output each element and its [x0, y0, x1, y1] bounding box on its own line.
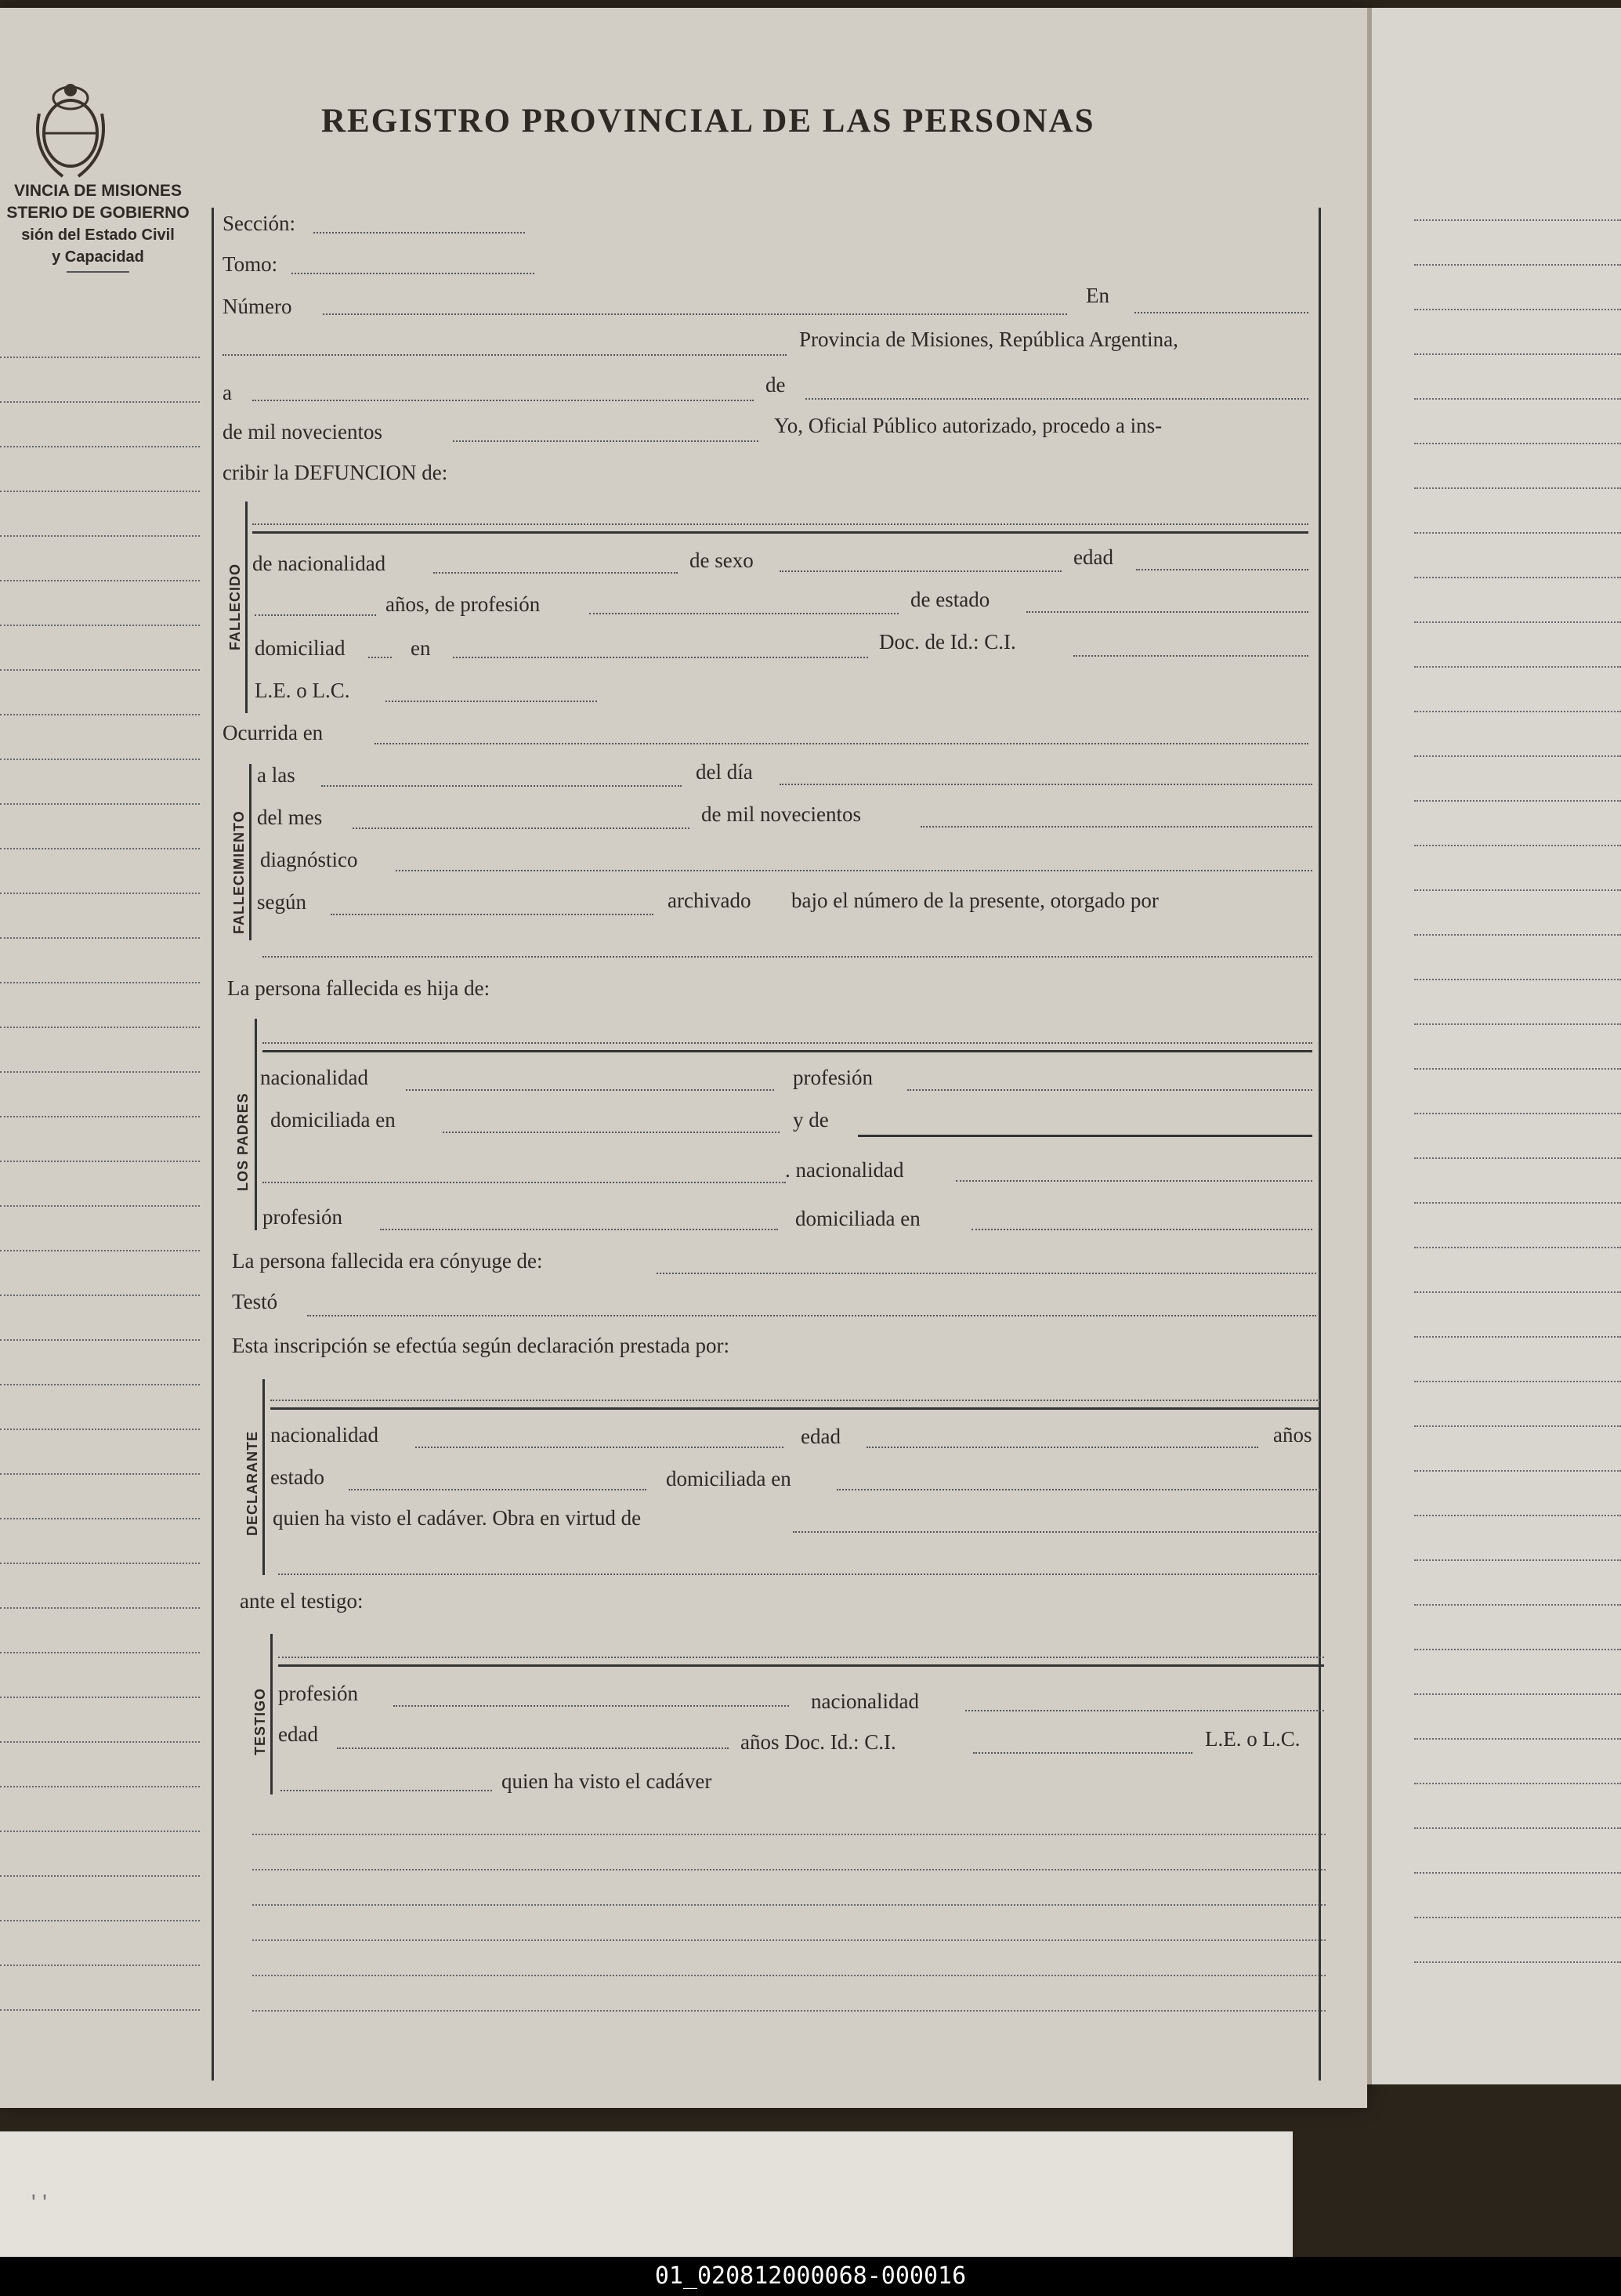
field-anos[interactable]: [255, 614, 376, 616]
right-page-line[interactable]: [1414, 487, 1621, 489]
field-segun[interactable]: [331, 914, 653, 915]
label-profesion-madre: profesión: [262, 1205, 342, 1229]
margin-note-line[interactable]: [0, 1205, 200, 1207]
side-label-fallecimiento: FALLECIMIENTO: [231, 810, 247, 934]
field-estado-declarante[interactable]: [349, 1489, 646, 1490]
field-testo[interactable]: [307, 1315, 1316, 1316]
margin-note-line[interactable]: [0, 1339, 200, 1341]
label-testo: Testó: [232, 1290, 278, 1313]
side-label-declarante: DECLARANTE: [244, 1431, 260, 1536]
right-page-line[interactable]: [1414, 1604, 1621, 1606]
label-a: a: [223, 381, 232, 404]
margin-note-line[interactable]: [0, 1295, 200, 1296]
label-edad-declarante: edad: [801, 1425, 841, 1448]
margin-note-line[interactable]: [0, 1607, 200, 1609]
notes-line[interactable]: [252, 1834, 1326, 1835]
field-sexo[interactable]: [780, 570, 1062, 572]
field-domicilio[interactable]: [453, 657, 868, 658]
right-page-line[interactable]: [1414, 1783, 1621, 1784]
label-bajo-numero: bajo el número de la presente, otorgado por: [791, 889, 1159, 912]
label-ante-testigo: ante el testigo:: [240, 1589, 364, 1613]
right-page-line[interactable]: [1414, 1917, 1621, 1918]
field-profesion-padre[interactable]: [907, 1089, 1312, 1091]
field-anio-fallecimiento[interactable]: [921, 826, 1312, 828]
right-page-line[interactable]: [1414, 532, 1621, 534]
label-yo-oficial: Yo, Oficial Público autorizado, procedo a ins-: [774, 414, 1163, 437]
margin-note-line[interactable]: [0, 1384, 200, 1385]
field-a[interactable]: [252, 400, 754, 401]
field-en[interactable]: [1134, 312, 1308, 313]
notes-line[interactable]: [252, 1939, 1326, 1941]
label-doc-id: Doc. de Id.: C.I.: [879, 630, 1016, 654]
label-edad-testigo: edad: [278, 1722, 318, 1746]
field-seccion[interactable]: [313, 232, 525, 234]
right-page-line[interactable]: [1414, 1023, 1621, 1025]
right-page-line[interactable]: [1414, 1693, 1621, 1695]
section-bracket: [245, 502, 248, 713]
right-page-line[interactable]: [1414, 1291, 1621, 1293]
right-page-line[interactable]: [1414, 219, 1621, 221]
label-anos-profesion: años, de profesión: [385, 592, 541, 616]
filename-bar: 01_020812000068-000016: [0, 2257, 1621, 2296]
right-page-line[interactable]: [1414, 398, 1621, 400]
divider: [67, 271, 129, 273]
label-estado-declarante: estado: [270, 1465, 324, 1489]
label-profesion-testigo: profesión: [278, 1682, 358, 1705]
field-madre-nombre-cont[interactable]: [262, 1182, 786, 1183]
margin-note-line[interactable]: [0, 1027, 200, 1028]
right-page-line[interactable]: [1414, 1470, 1621, 1472]
margin-note-line[interactable]: [0, 1920, 200, 1921]
right-page-line[interactable]: [1414, 1515, 1621, 1516]
right-page-line[interactable]: [1414, 309, 1621, 310]
field-edad-declarante[interactable]: [867, 1447, 1258, 1448]
field-madre-nombre[interactable]: [858, 1135, 1312, 1137]
margin-note-line[interactable]: [0, 491, 200, 492]
field-edad-testigo[interactable]: [337, 1747, 729, 1749]
margin-note-line[interactable]: [0, 2009, 200, 2011]
field-de[interactable]: [805, 398, 1308, 400]
field-domiciliad-suffix[interactable]: [368, 657, 392, 658]
right-page: [1367, 8, 1621, 2084]
margin-note-line[interactable]: [0, 1875, 200, 1877]
label-quien-testigo: quien ha visto el cadáver: [501, 1769, 712, 1793]
label-profesion-padre: profesión: [793, 1066, 873, 1089]
right-page-line[interactable]: [1414, 264, 1621, 266]
right-page-line[interactable]: [1414, 1649, 1621, 1650]
field-domicilio-padre[interactable]: [443, 1132, 780, 1133]
label-de-estado: de estado: [910, 588, 990, 611]
margin-note-line[interactable]: [0, 1965, 200, 1966]
agency-line: VINCIA DE MISIONES: [14, 182, 182, 200]
label-y-de: y de: [793, 1108, 829, 1132]
label-domiciliada-en-declarante: domiciliada en: [666, 1467, 791, 1490]
right-page-line[interactable]: [1414, 1247, 1621, 1248]
margin-note-line[interactable]: [0, 1786, 200, 1787]
divider: [278, 1664, 1324, 1667]
field-mes[interactable]: [353, 828, 689, 829]
side-label-los-padres: LOS PADRES: [235, 1092, 251, 1191]
margin-note-line[interactable]: [0, 535, 200, 537]
right-page-line[interactable]: [1414, 979, 1621, 980]
label-le-lc: L.E. o L.C.: [255, 679, 350, 702]
field-anio[interactable]: [453, 440, 758, 442]
agency-line: sión del Estado Civil: [21, 226, 175, 244]
agency-line: STERIO DE GOBIERNO: [6, 204, 190, 222]
margin-note-line[interactable]: [0, 1697, 200, 1698]
label-le-lc-testigo: L.E. o L.C.: [1205, 1727, 1301, 1751]
margin-note-line[interactable]: [0, 1652, 200, 1653]
form-frame: [212, 208, 1321, 2081]
margin-note-line[interactable]: [0, 1563, 200, 1564]
field-numero[interactable]: [323, 313, 1067, 315]
right-page-line[interactable]: [1414, 1157, 1621, 1159]
label-de-sexo: de sexo: [689, 549, 754, 572]
field-ci[interactable]: [1073, 655, 1308, 657]
label-anos-declarante: años: [1273, 1423, 1312, 1447]
margin-note-line[interactable]: [0, 803, 200, 805]
label-edad: edad: [1073, 545, 1113, 569]
side-label-testigo: TESTIGO: [252, 1687, 268, 1755]
margin-note-line[interactable]: [0, 1429, 200, 1430]
margin-note-line[interactable]: [0, 1473, 200, 1475]
right-page-line[interactable]: [1414, 1336, 1621, 1338]
section-bracket: [255, 1019, 257, 1230]
right-page-line[interactable]: [1414, 845, 1621, 846]
field-profesion[interactable]: [589, 613, 899, 614]
field-otorgado-por[interactable]: [262, 956, 1312, 958]
section-bracket: [249, 764, 251, 940]
label-de-nacionalidad: de nacionalidad: [252, 552, 386, 575]
label-tomo: Tomo:: [223, 252, 278, 276]
field-dia[interactable]: [780, 784, 1312, 785]
label-anos-doc-testigo: años Doc. Id.: C.I.: [740, 1730, 896, 1754]
label-inscribir: cribir la DEFUNCION de:: [223, 461, 448, 484]
right-page-line[interactable]: [1414, 443, 1621, 444]
margin-note-line[interactable]: [0, 357, 200, 358]
field-testigo-nombre[interactable]: [278, 1657, 1324, 1658]
label-numero: Número: [223, 295, 292, 318]
label-provincia: Provincia de Misiones, República Argentina,: [799, 328, 1178, 351]
label-segun: según: [257, 890, 306, 914]
field-obra-en-virtud[interactable]: [793, 1531, 1320, 1533]
field-hora[interactable]: [321, 785, 682, 787]
label-diagnostico: diagnóstico: [260, 848, 358, 871]
label-en2: en: [411, 636, 431, 660]
margin-note-line[interactable]: [0, 759, 200, 760]
margin-note-line[interactable]: [0, 1831, 200, 1832]
margin-note-line[interactable]: [0, 937, 200, 939]
side-label-fallecido: FALLECIDO: [227, 563, 243, 650]
label-a-las: a las: [257, 763, 295, 787]
right-page-line[interactable]: [1414, 353, 1621, 355]
divider: [270, 1407, 1320, 1410]
page-title: REGISTRO PROVINCIAL DE LAS PERSONAS: [321, 103, 1095, 139]
label-seccion: Sección:: [223, 212, 295, 235]
section-bracket: [262, 1379, 265, 1575]
margin-note-line[interactable]: [0, 1116, 200, 1117]
right-page-line[interactable]: [1414, 1827, 1621, 1829]
agency-block: [0, 180, 196, 276]
right-page-line[interactable]: [1414, 755, 1621, 757]
field-nacionalidad-testigo[interactable]: [965, 1710, 1324, 1711]
field-lugar[interactable]: [223, 354, 787, 356]
right-page-line[interactable]: [1414, 711, 1621, 712]
label-de: de: [765, 373, 786, 397]
margin-note-line[interactable]: [0, 848, 200, 849]
field-edad[interactable]: [1136, 569, 1308, 570]
field-nacionalidad-padre[interactable]: [406, 1089, 774, 1091]
label-domiciliada-en-padre: domiciliada en: [270, 1108, 396, 1132]
margin-note-line[interactable]: [0, 1071, 200, 1073]
margin-note-line[interactable]: [0, 401, 200, 403]
right-page-line[interactable]: [1414, 621, 1621, 623]
label-conyuge: La persona fallecida era cónyuge de:: [232, 1249, 543, 1273]
margin-note-line[interactable]: [0, 669, 200, 671]
field-ocurrida[interactable]: [374, 743, 1308, 744]
field-profesion-testigo[interactable]: [393, 1705, 789, 1707]
label-inscripcion: Esta inscripción se efectúa según declaración prestada por:: [232, 1334, 729, 1357]
margin-note-line[interactable]: [0, 1518, 200, 1519]
right-page-line[interactable]: [1414, 666, 1621, 668]
field-tomo[interactable]: [291, 273, 534, 274]
right-page-line[interactable]: [1414, 577, 1621, 578]
margin-note-line[interactable]: [0, 446, 200, 447]
field-padre-nombre[interactable]: [262, 1042, 1312, 1044]
field-testigo-extra[interactable]: [280, 1790, 492, 1791]
label-nacionalidad-declarante: nacionalidad: [270, 1423, 378, 1447]
label-de-mil-novecientos2: de mil novecientos: [701, 802, 861, 826]
field-declarante-extra[interactable]: [278, 1574, 1320, 1575]
right-page-line[interactable]: [1414, 1068, 1621, 1070]
notes-line[interactable]: [252, 1975, 1326, 1976]
label-archivado: archivado: [668, 889, 751, 912]
field-diagnostico[interactable]: [396, 870, 1312, 871]
label-ocurrida-en: Ocurrida en: [223, 721, 324, 744]
field-conyuge[interactable]: [657, 1273, 1316, 1274]
label-hija-de: La persona fallecida es hija de:: [227, 976, 490, 1000]
field-ci-testigo[interactable]: [973, 1752, 1192, 1754]
label-nacionalidad-padre: nacionalidad: [260, 1066, 368, 1089]
notes-line[interactable]: [252, 1904, 1326, 1906]
right-page-line[interactable]: [1414, 1425, 1621, 1427]
margin-note-line[interactable]: [0, 714, 200, 715]
field-profesion-madre[interactable]: [380, 1229, 778, 1230]
right-page-line[interactable]: [1414, 1872, 1621, 1874]
label-del-mes: del mes: [257, 806, 323, 829]
right-page-line[interactable]: [1414, 1559, 1621, 1561]
field-nacionalidad-madre[interactable]: [956, 1180, 1312, 1182]
margin-note-line[interactable]: [0, 1161, 200, 1162]
right-page-line[interactable]: [1414, 934, 1621, 936]
notes-line[interactable]: [252, 1869, 1326, 1870]
right-page-line[interactable]: [1414, 800, 1621, 802]
agency-line: y Capacidad: [52, 248, 144, 266]
underlying-page: [0, 2131, 1293, 2265]
divider: [262, 1050, 1312, 1052]
label-domiciliad: domiciliad: [255, 636, 346, 660]
field-nacionalidad[interactable]: [433, 572, 678, 574]
field-nacionalidad-declarante[interactable]: [415, 1447, 783, 1448]
notes-line[interactable]: [252, 2010, 1326, 2012]
field-declarante-nombre[interactable]: [270, 1400, 1320, 1401]
margin-note-line[interactable]: [0, 625, 200, 626]
right-page-line[interactable]: [1414, 1113, 1621, 1114]
right-page-line[interactable]: [1414, 1738, 1621, 1740]
label-en: En: [1086, 284, 1109, 307]
margin-note-line[interactable]: [0, 1741, 200, 1743]
field-nombre-fallecido[interactable]: [252, 523, 1308, 525]
right-page-line[interactable]: [1414, 1381, 1621, 1382]
label-domiciliada-en-madre: domiciliada en: [795, 1207, 921, 1230]
coat-of-arms-icon: [31, 67, 110, 184]
label-nacionalidad-testigo: nacionalidad: [811, 1689, 919, 1713]
label-quien-declarante: quien ha visto el cadáver. Obra en virtud de: [273, 1506, 642, 1530]
margin-note-line[interactable]: [0, 982, 200, 983]
right-page-line[interactable]: [1414, 889, 1621, 891]
divider: [252, 531, 1308, 534]
field-le-lc[interactable]: [385, 701, 597, 702]
right-page-line[interactable]: [1414, 1961, 1621, 1963]
label-nacionalidad-madre: . nacionalidad: [785, 1158, 904, 1182]
section-bracket: [270, 1634, 273, 1794]
field-domicilio-declarante[interactable]: [837, 1489, 1320, 1490]
right-page-line[interactable]: [1414, 1202, 1621, 1204]
margin-note-line[interactable]: [0, 893, 200, 894]
margin-note-line[interactable]: [0, 1250, 200, 1251]
field-domicilio-madre[interactable]: [972, 1229, 1312, 1230]
label-de-mil-novecientos: de mil novecientos: [223, 420, 382, 444]
label-del-dia: del día: [696, 760, 753, 784]
handwritten-mark: ' ': [31, 2190, 47, 2216]
field-estado[interactable]: [1026, 611, 1308, 613]
margin-note-line[interactable]: [0, 580, 200, 581]
